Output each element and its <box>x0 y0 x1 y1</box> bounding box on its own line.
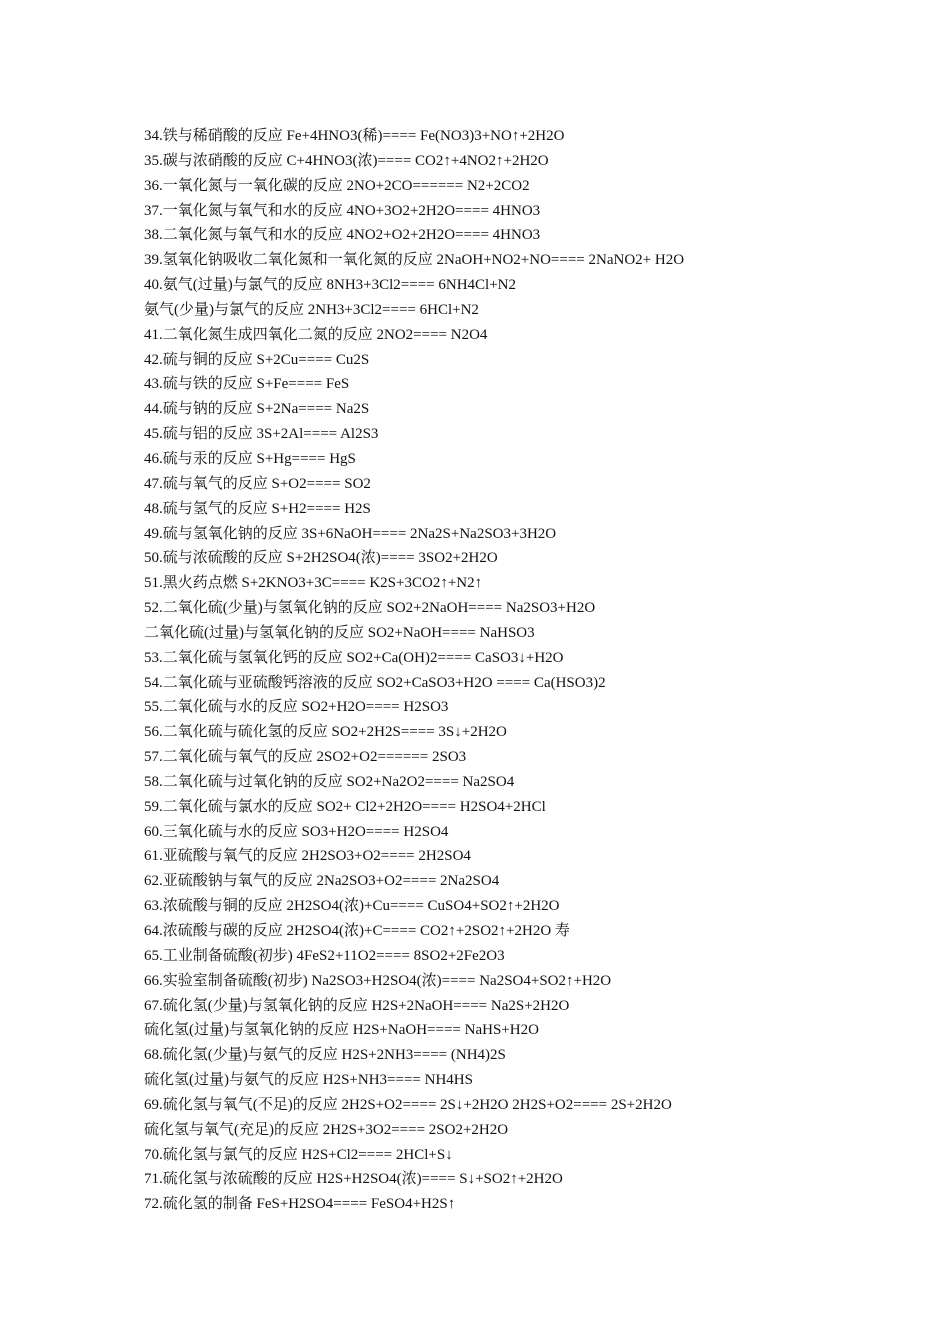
equation-line: 48.硫与氢气的反应 S+H2==== H2S <box>144 500 371 517</box>
equation-line: 42.硫与铜的反应 S+2Cu==== Cu2S <box>144 351 370 368</box>
equation-line: 41.二氧化氮生成四氧化二氮的反应 2NO2==== N2O4 <box>144 326 488 343</box>
equation-line: 36.一氧化氮与一氧化碳的反应 2NO+2CO====== N2+2CO2 <box>144 177 530 194</box>
equation-line: 64.浓硫酸与碳的反应 2H2SO4(浓)+C==== CO2↑+2SO2↑+2H2O 寿 <box>144 923 570 939</box>
equation-line: 46.硫与汞的反应 S+Hg==== HgS <box>144 450 356 467</box>
equation-line: 39.氢氧化钠吸收二氧化氮和一氧化氮的反应 2NaOH+NO2+NO==== 2NaNO2+ H2O <box>144 252 685 269</box>
equation-line: 53.二氧化硫与氢氧化钙的反应 SO2+Ca(OH)2==== CaSO3↓+H2O <box>144 649 564 666</box>
equation-line: 43.硫与铁的反应 S+Fe==== FeS <box>144 376 350 393</box>
equation-line: 61.亚硫酸与氧气的反应 2H2SO3+O2==== 2H2SO4 <box>144 848 471 865</box>
equation-line: 38.二氧化氮与氧气和水的反应 4NO2+O2+2H2O==== 4HNO3 <box>144 227 541 244</box>
equation-line: 55.二氧化硫与水的反应 SO2+H2O==== H2SO3 <box>144 699 449 716</box>
equation-line: 58.二氧化硫与过氧化钠的反应 SO2+Na2O2==== Na2SO4 <box>144 773 515 790</box>
equation-line: 59.二氧化硫与氯水的反应 SO2+ Cl2+2H2O==== H2SO4+2HCl <box>144 798 546 815</box>
equation-line: 54.二氧化硫与亚硫酸钙溶液的反应 SO2+CaSO3+H2O ==== Ca(HSO3)2 <box>144 674 606 691</box>
equation-line: 硫化氢(过量)与氨气的反应 H2S+NH3==== NH4HS <box>144 1072 473 1089</box>
equation-line: 60.三氧化硫与水的反应 SO3+H2O==== H2SO4 <box>144 823 449 840</box>
equation-line: 氨气(少量)与氯气的反应 2NH3+3Cl2==== 6HCl+N2 <box>144 301 479 318</box>
equation-line: 49.硫与氢氧化钠的反应 3S+6NaOH==== 2Na2S+Na2SO3+3H2O <box>144 525 557 542</box>
equation-line: 34.铁与稀硝酸的反应 Fe+4HNO3(稀)==== Fe(NO3)3+NO↑+2H2O <box>144 128 565 144</box>
equation-line: 二氧化硫(过量)与氢氧化钠的反应 SO2+NaOH==== NaHSO3 <box>144 624 535 641</box>
equation-line: 硫化氢(过量)与氢氧化钠的反应 H2S+NaOH==== NaHS+H2O <box>144 1022 539 1039</box>
equation-line: 62.亚硫酸钠与氧气的反应 2Na2SO3+O2==== 2Na2SO4 <box>144 873 500 890</box>
equation-line: 70.硫化氢与氯气的反应 H2S+Cl2==== 2HCl+S↓ <box>144 1146 453 1163</box>
equation-line: 35.碳与浓硝酸的反应 C+4HNO3(浓)==== CO2↑+4NO2↑+2H2O <box>144 152 549 169</box>
equation-line: 50.硫与浓硫酸的反应 S+2H2SO4(浓)==== 3SO2+2H2O <box>144 550 498 567</box>
equation-line: 44.硫与钠的反应 S+2Na==== Na2S <box>144 401 370 418</box>
equation-line: 66.实验室制备硫酸(初步) Na2SO3+H2SO4(浓)==== Na2SO4+SO2↑+H2O <box>144 972 612 989</box>
equation-line: 47.硫与氧气的反应 S+O2==== SO2 <box>144 475 371 492</box>
equation-line: 45.硫与铝的反应 3S+2Al==== Al2S3 <box>144 426 379 443</box>
equation-line: 硫化氢与氧气(充足)的反应 2H2S+3O2==== 2SO2+2H2O <box>144 1121 509 1138</box>
equation-line: 63.浓硫酸与铜的反应 2H2SO4(浓)+Cu==== CuSO4+SO2↑+2H2O <box>144 898 560 915</box>
equation-line: 56.二氧化硫与硫化氢的反应 SO2+2H2S==== 3S↓+2H2O <box>144 724 507 741</box>
equation-line: 72.硫化氢的制备 FeS+H2SO4==== FeSO4+H2S↑ <box>144 1196 456 1213</box>
equation-line: 69.硫化氢与氧气(不足)的反应 2H2S+O2==== 2S↓+2H2O 2H2S+O2==== 2S+2H2O <box>144 1096 672 1113</box>
equation-line: 40.氨气(过量)与氯气的反应 8NH3+3Cl2==== 6NH4Cl+N2 <box>144 277 517 294</box>
equation-line: 71.硫化氢与浓硫酸的反应 H2S+H2SO4(浓)==== S↓+SO2↑+2H2O <box>144 1171 563 1188</box>
equation-line: 65.工业制备硫酸(初步) 4FeS2+11O2==== 8SO2+2Fe2O3 <box>144 947 505 964</box>
equation-line: 51.黑火药点燃 S+2KNO3+3C==== K2S+3CO2↑+N2↑ <box>144 575 483 592</box>
equation-line: 67.硫化氢(少量)与氢氧化钠的反应 H2S+2NaOH==== Na2S+2H2O <box>144 997 570 1014</box>
document-page <box>144 124 924 1217</box>
equation-line: 52.二氧化硫(少量)与氢氧化钠的反应 SO2+2NaOH==== Na2SO3+H2O <box>144 600 596 617</box>
equation-line: 37.一氧化氮与氧气和水的反应 4NO+3O2+2H2O==== 4HNO3 <box>144 202 541 219</box>
equation-line: 68.硫化氢(少量)与氨气的反应 H2S+2NH3==== (NH4)2S <box>144 1047 506 1064</box>
equation-line: 57.二氧化硫与氧气的反应 2SO2+O2====== 2SO3 <box>144 749 467 766</box>
